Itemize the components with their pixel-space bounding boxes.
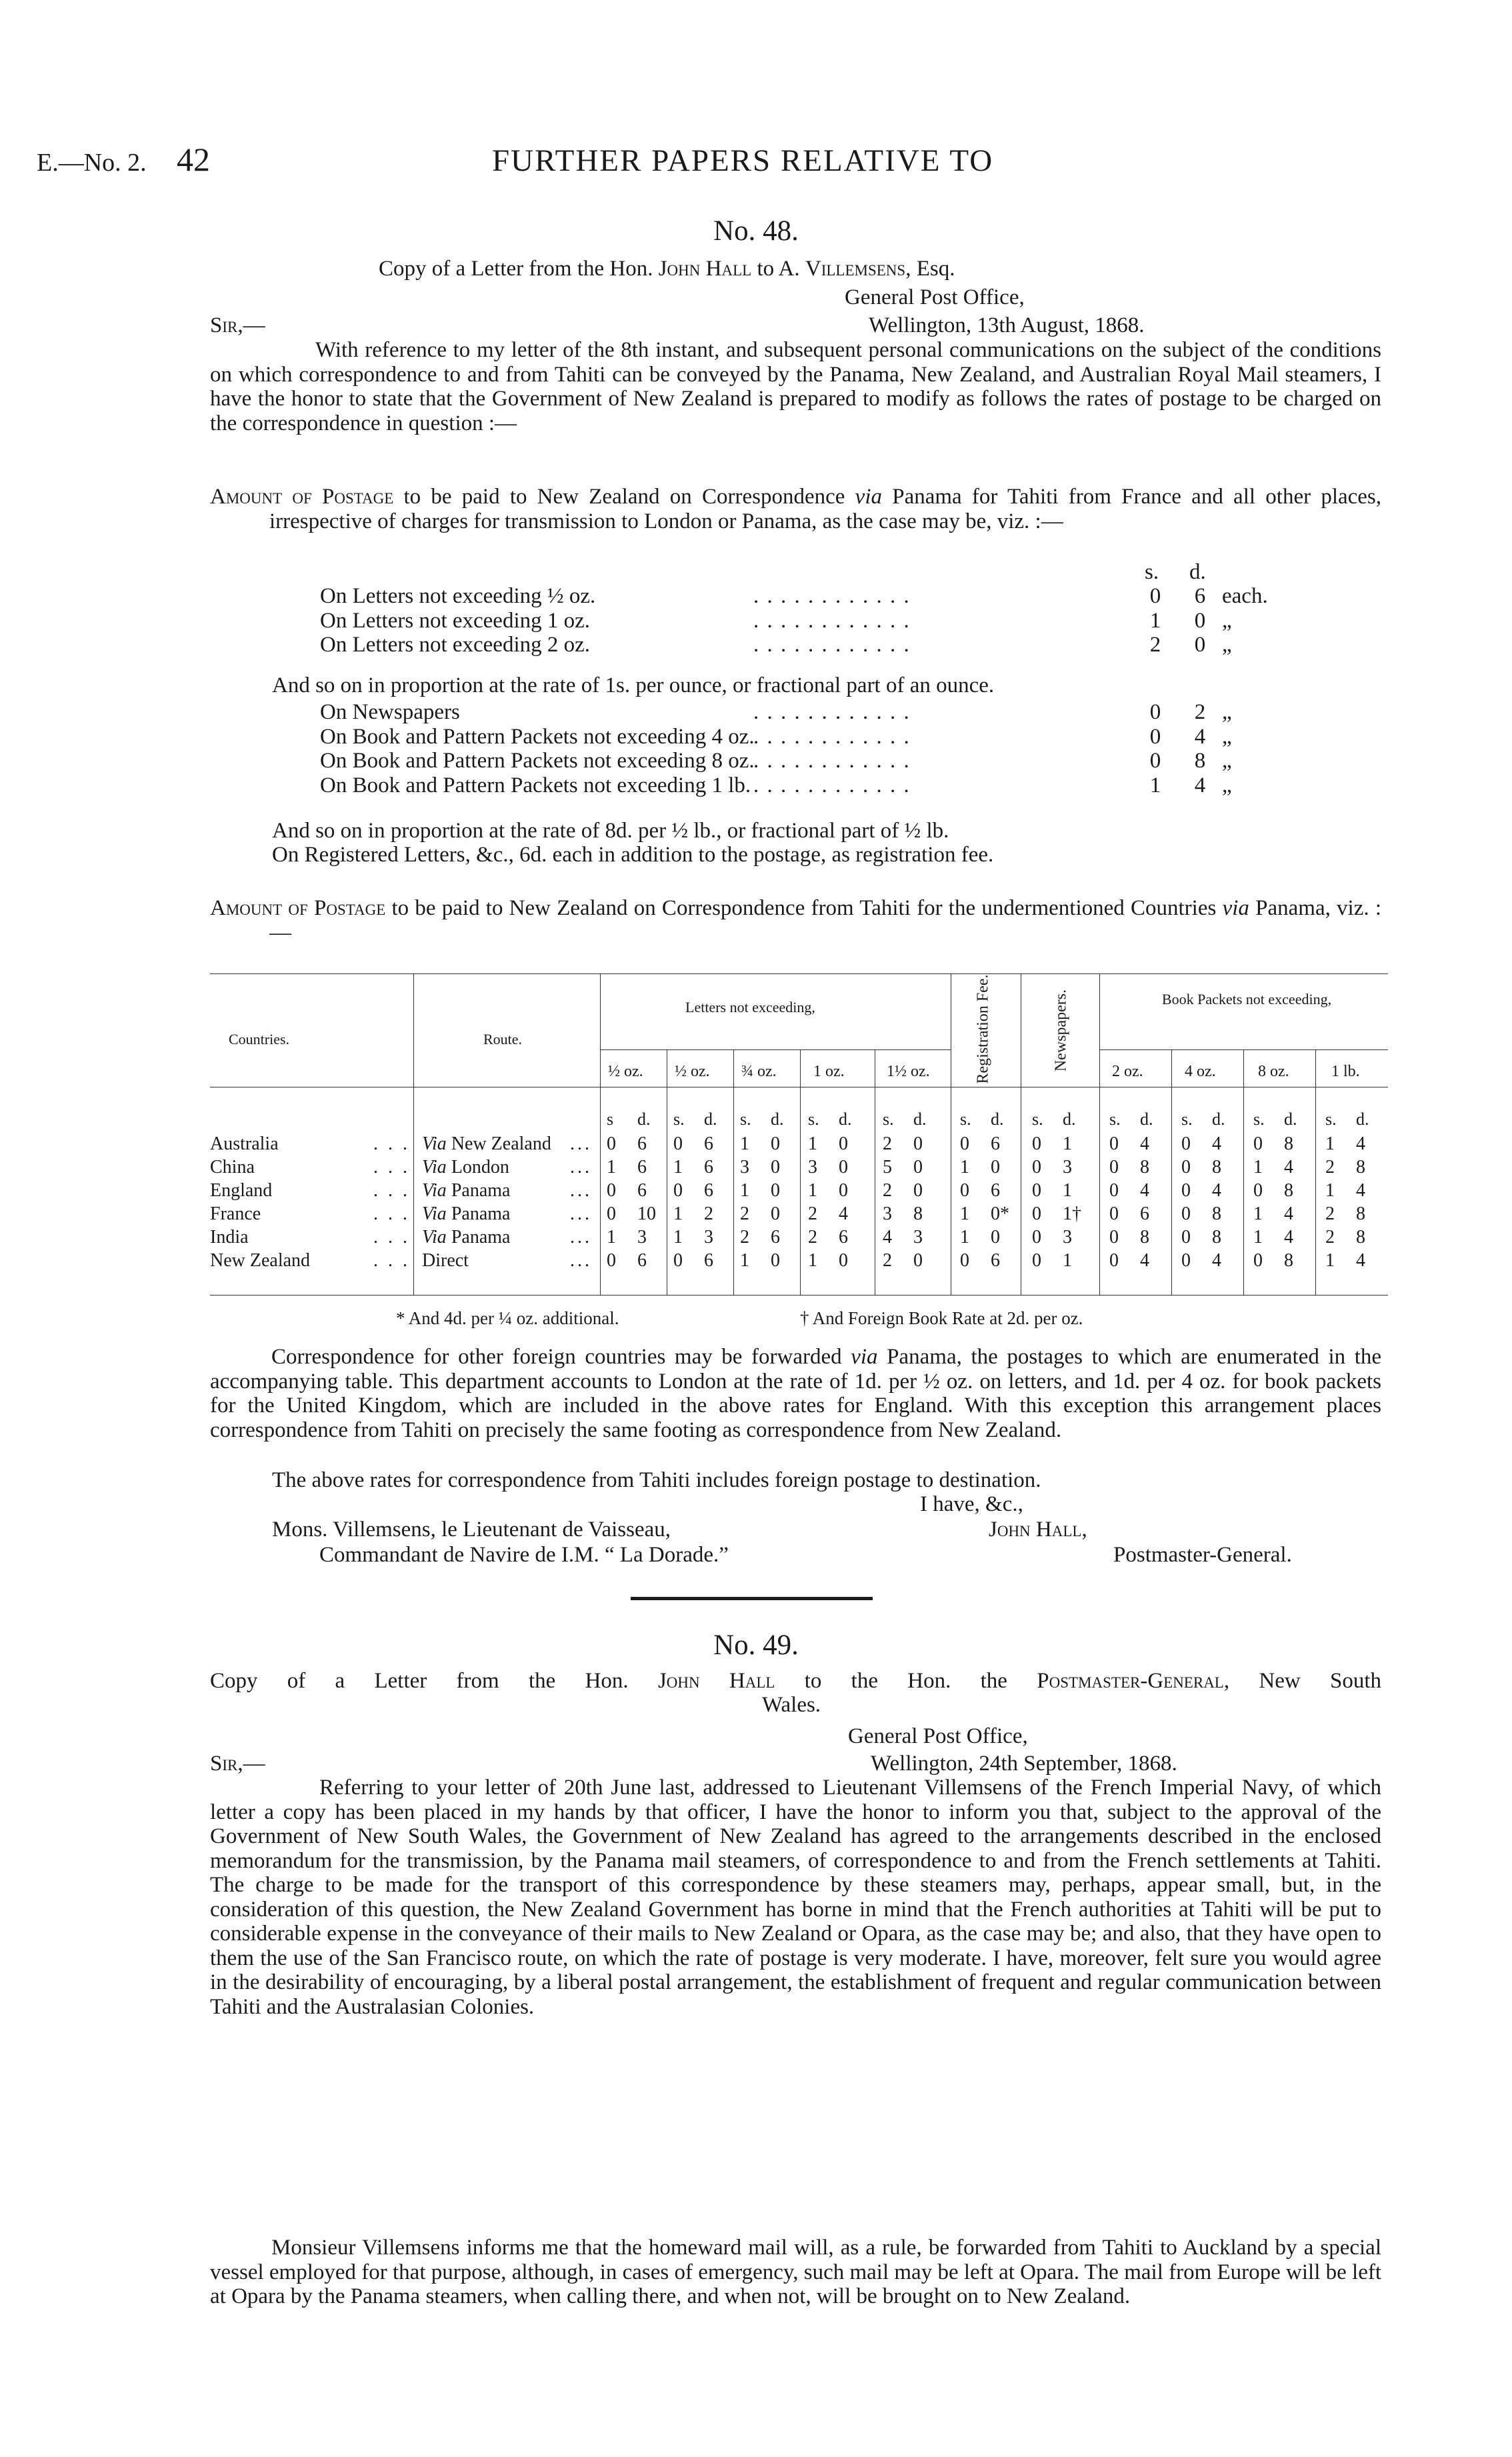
table-cell: 1 <box>1325 1133 1335 1154</box>
table-cell: 2 <box>808 1227 817 1248</box>
table-sd-header: s. <box>883 1109 894 1129</box>
table-cell: 6 <box>771 1227 780 1248</box>
series-label: E.—No. 2. <box>37 149 147 177</box>
table-sd-header: s. <box>740 1109 751 1129</box>
letter49-date: Wellington, 24th September, 1868. <box>871 1752 1177 1776</box>
table-weight-header: 8 oz. <box>1258 1063 1289 1080</box>
rate-row <box>320 633 1320 657</box>
table-route: Direct <box>422 1250 469 1271</box>
table-cell: 3 <box>808 1157 817 1177</box>
table-cell: 6 <box>839 1227 848 1248</box>
table-cell: 1 <box>740 1180 749 1201</box>
table-leader-dots: . . . <box>373 1157 410 1177</box>
table-cell: 0 <box>991 1227 1000 1248</box>
table-cell: 1 <box>1063 1133 1072 1154</box>
table-leader-dots: ... <box>570 1250 592 1271</box>
leader-dots: . . . . . . . . . . . . <box>753 749 911 773</box>
rate-pence: 8 <box>1194 749 1206 773</box>
table-cell: 0 <box>839 1180 848 1201</box>
table-cell: 3 <box>740 1157 749 1177</box>
table-sd-header: s. <box>960 1109 971 1129</box>
table-header-registration: Registration Fee. <box>974 974 992 1084</box>
leader-dots: . . . . . . . . . . . . <box>753 700 911 724</box>
table-cell: 4 <box>883 1227 892 1248</box>
table-cell: 0 <box>1181 1157 1191 1177</box>
table-footnote-2: † And Foreign Book Rate at 2d. per oz. <box>800 1308 1083 1328</box>
table-route: Via Panama <box>422 1180 511 1201</box>
rate-label: On Book and Pattern Packets not exceeding 4 oz. <box>320 724 755 749</box>
rate-suffix: „ <box>1222 633 1232 657</box>
table-cell: 2 <box>1325 1157 1335 1177</box>
table-sd-header: s. <box>1032 1109 1043 1129</box>
amount-of-postage-to-tahiti: Amount of Postage to be paid to New Zealand on Correspondence via Panama for Tahiti from France and all other places, irrespective of charges for transmission to London or Panama, as the case may be, viz. :— <box>210 485 1382 533</box>
table-weight-header: 2 oz. <box>1112 1063 1143 1080</box>
table-leader-dots: . . . <box>373 1203 410 1224</box>
table-cell: 0 <box>1181 1133 1191 1154</box>
table-weight-header: ½ oz. <box>608 1063 643 1080</box>
table-cell: 1 <box>1253 1157 1263 1177</box>
table-cell: 8 <box>913 1203 923 1224</box>
table-cell: 0 <box>1032 1203 1041 1224</box>
table-cell: 0 <box>1253 1250 1263 1271</box>
table-cell: 2 <box>740 1203 749 1224</box>
table-cell: 0 <box>839 1133 848 1154</box>
table-cell: 10 <box>637 1203 656 1224</box>
letter48-paragraph-1: With reference to my letter of the 8th instant, and subsequent personal communications on the subject of the conditions on which correspondence to and from Tahiti can be conveyed by the Panama, New Zealand, and Australian Royal Mail steamers, I have the honor to state that the Government of New Zealand is prepared to modify as follows the rates of postage to be charged on the correspondence in question :— <box>210 338 1381 435</box>
col-header-s: s. <box>1145 560 1159 584</box>
rate-label: On Letters not exceeding 2 oz. <box>320 633 591 657</box>
table-sd-header: s. <box>808 1109 819 1129</box>
leader-dots: . . . . . . . . . . . . <box>753 633 911 657</box>
rate-label: On Letters not exceeding 1 oz. <box>320 608 591 633</box>
table-sd-header: d. <box>839 1109 852 1129</box>
rate-row <box>320 584 1320 608</box>
table-cell: 2 <box>1325 1203 1335 1224</box>
table-cell: 8 <box>1284 1180 1293 1201</box>
table-sd-header: s. <box>1325 1109 1337 1129</box>
table-leader-dots: . . . <box>373 1133 410 1154</box>
proportion-note-1: And so on in proportion at the rate of 1s. per ounce, or fractional part of an ounce. <box>272 673 995 697</box>
rate-row <box>320 609 1320 633</box>
table-sd-header: d. <box>991 1109 1004 1129</box>
letter48-date: Wellington, 13th August, 1868. <box>869 313 1145 337</box>
table-cell: 1 <box>740 1250 749 1271</box>
letter49-heading-line-2: Wales. <box>762 1693 821 1717</box>
rate-pence: 4 <box>1194 773 1206 797</box>
table-cell: 0 <box>1181 1227 1191 1248</box>
table-cell: 0 <box>673 1180 683 1201</box>
table-cell: 2 <box>883 1133 892 1154</box>
table-cell: 0 <box>1109 1227 1119 1248</box>
table-cell: 1 <box>1325 1180 1335 1201</box>
table-column-rule <box>800 1049 801 1295</box>
leader-dots: . . . . . . . . . . . . <box>753 608 911 633</box>
table-cell: 0 <box>1032 1250 1041 1271</box>
table-country: England <box>210 1180 273 1201</box>
table-header-letters: Letters not exceeding, <box>685 999 815 1015</box>
rate-pence: 2 <box>1194 700 1206 724</box>
letter49-paragraph-2: Monsieur Villemsens informs me that the homeward mail will, as a rule, be forwarded from Tahiti to Auckland by a special vessel employed for that purpose, although, in cases of emergency, such mail may be left at Opara. The mail from Europe will be left at Opara by the Panama steamers, when calling there, and when not, will be brought on to New Zealand. <box>210 2236 1382 2308</box>
table-sd-header: s. <box>1109 1109 1121 1129</box>
table-leader-dots: . . . <box>373 1180 410 1201</box>
rate-label: On Book and Pattern Packets not exceeding 1 lb. <box>320 773 751 797</box>
table-cell: 6 <box>1140 1203 1149 1224</box>
table-cell: 0 <box>960 1180 969 1201</box>
table-header-newspapers: Newspapers. <box>1052 989 1070 1072</box>
table-cell: 3 <box>883 1203 892 1224</box>
rate-pence: 0 <box>1194 633 1206 657</box>
rate-row <box>320 700 1320 724</box>
table-cell: 0* <box>991 1203 1009 1224</box>
leader-dots: . . . . . . . . . . . . <box>753 724 911 749</box>
table-cell: 6 <box>637 1157 647 1177</box>
table-cell: 1 <box>1063 1250 1072 1271</box>
table-weight-header: ½ oz. <box>675 1063 710 1080</box>
page-title: FURTHER PAPERS RELATIVE TO <box>492 143 994 178</box>
table-cell: 0 <box>1032 1133 1041 1154</box>
table-column-rule <box>600 973 601 1295</box>
table-cell: 6 <box>991 1250 1000 1271</box>
table-cell: 0 <box>913 1180 923 1201</box>
table-sd-header: d. <box>1063 1109 1076 1129</box>
table-column-rule <box>1315 1049 1316 1295</box>
table-cell: 6 <box>637 1250 647 1271</box>
table-cell: 4 <box>1284 1157 1293 1177</box>
rate-row <box>320 773 1320 797</box>
table-leader-dots: ... <box>570 1203 592 1224</box>
table-cell: 4 <box>1212 1180 1221 1201</box>
table-cell: 0 <box>1181 1250 1191 1271</box>
signer-name: John Hall, <box>989 1518 1087 1542</box>
table-cell: 0 <box>607 1133 616 1154</box>
table-cell: 0 <box>1253 1133 1263 1154</box>
table-cell: 8 <box>1212 1157 1221 1177</box>
table-sd-header: s. <box>1181 1109 1193 1129</box>
table-cell: 0 <box>771 1250 780 1271</box>
table-route: Via London <box>422 1157 509 1177</box>
table-leader-dots: ... <box>570 1157 592 1177</box>
table-cell: 0 <box>607 1180 616 1201</box>
table-sd-header: s. <box>673 1109 685 1129</box>
rate-suffix: „ <box>1222 700 1232 724</box>
table-cell: 3 <box>1063 1227 1072 1248</box>
table-cell: 4 <box>1212 1133 1221 1154</box>
rate-shillings: 0 <box>1149 749 1161 773</box>
table-cell: 6 <box>704 1157 713 1177</box>
letter48-number: No. 48. <box>713 215 799 247</box>
table-cell: 1 <box>740 1133 749 1154</box>
table-cell: 0 <box>991 1157 1000 1177</box>
page-number: 42 <box>177 141 210 178</box>
table-leader-dots: ... <box>570 1180 592 1201</box>
table-country: China <box>210 1157 255 1177</box>
table-cell: 8 <box>1140 1157 1149 1177</box>
letter48-closing: I have, &c., <box>920 1492 1023 1516</box>
table-cell: 3 <box>704 1227 713 1248</box>
letter49-office: General Post Office, <box>848 1724 1028 1748</box>
table-cell: 6 <box>991 1133 1000 1154</box>
leader-dots: . . . . . . . . . . . . <box>753 584 911 608</box>
table-column-rule <box>1099 973 1100 1295</box>
rate-shillings: 0 <box>1149 584 1161 608</box>
table-cell: 0 <box>1109 1157 1119 1177</box>
addressee-line-1: Mons. Villemsens, le Lieutenant de Vaisseau, <box>272 1518 671 1542</box>
table-sd-header: d. <box>913 1109 927 1129</box>
table-column-rule <box>413 973 414 1295</box>
table-sd-header: d. <box>1140 1109 1153 1129</box>
rate-shillings: 1 <box>1149 773 1161 797</box>
table-cell: 0 <box>1109 1203 1119 1224</box>
letter49-salutation: Sir,— <box>210 1752 265 1776</box>
letter49-paragraph-1: Referring to your letter of 20th June last, addressed to Lieutenant Villemsens of the French Imperial Navy, of which letter a copy has been placed in my hands by that officer, I have the honor to inform you that, subject to the approval of the Government of New South Wales, the Government of New Zealand has agreed to the arrangements described in the enclosed memorandum for the transmission, by the Panama mail steamers, of correspondence to and from the French settlements at Tahiti. The charge to be made for the transport of this correspondence by these steamers may, perhaps, appear small, but, in the consideration of this question, the New Zealand Government has borne in mind that the French authorities at Tahiti will be put to considerable expense in the conveyance of their mails to New Zealand or Opara, as the case may be; and also, that they have open to them the use of the San Francisco route, on which the rate of postage is very moderate. I have, moreover, felt sure you would agree in the desirability of encouraging, by a liberal postal arrangement, the establishment of frequent and regular communication between Tahiti and the Australasian Colonies. <box>210 1776 1381 2019</box>
signer-title: Postmaster-General. <box>1113 1543 1292 1567</box>
table-cell: 4 <box>1356 1250 1365 1271</box>
letter49-heading: Copy of a Letter from the Hon. John Hall to the Hon. the Postmaster-General, New South <box>210 1669 1382 1693</box>
table-cell: 2 <box>808 1203 817 1224</box>
amount-of-postage-from-tahiti: Amount of Postage to be paid to New Zealand on Correspondence from Tahiti for the undermentioned Countries via Panama, viz. :— <box>210 896 1382 945</box>
table-cell: 0 <box>1109 1180 1119 1201</box>
letter49-number: No. 49. <box>713 1630 799 1661</box>
table-header-book-packets: Book Packets not exceeding, <box>1161 991 1332 1007</box>
table-cell: 4 <box>839 1203 848 1224</box>
table-rule <box>210 1295 1388 1296</box>
letter48-paragraph-3: The above rates for correspondence from Tahiti includes foreign postage to destination. <box>272 1468 1041 1492</box>
table-cell: 0 <box>771 1157 780 1177</box>
table-sd-header: d. <box>1212 1109 1225 1129</box>
letter48-office: General Post Office, <box>845 285 1025 309</box>
table-country: France <box>210 1203 261 1224</box>
table-cell: 8 <box>1212 1227 1221 1248</box>
table-cell: 1 <box>808 1250 817 1271</box>
table-cell: 0 <box>913 1250 923 1271</box>
table-cell: 4 <box>1140 1133 1149 1154</box>
table-cell: 8 <box>1284 1250 1293 1271</box>
rate-suffix: „ <box>1222 608 1232 633</box>
table-weight-header: 4 oz. <box>1185 1063 1216 1080</box>
table-header-route: Route. <box>483 1031 523 1047</box>
table-cell: 0 <box>1032 1180 1041 1201</box>
registered-letters-note: On Registered Letters, &c., 6d. each in addition to the postage, as registration fee. <box>272 843 994 867</box>
table-cell: 8 <box>1212 1203 1221 1224</box>
table-weight-header: 1½ oz. <box>887 1063 930 1080</box>
table-cell: 0 <box>1181 1203 1191 1224</box>
table-cell: 1 <box>607 1157 616 1177</box>
table-sd-header: d. <box>1284 1109 1297 1129</box>
table-cell: 2 <box>883 1180 892 1201</box>
table-cell: 0 <box>1253 1180 1263 1201</box>
table-header-countries: Countries. <box>229 1031 290 1047</box>
rate-pence: 6 <box>1194 584 1206 608</box>
table-cell: 1 <box>960 1203 969 1224</box>
addressee-line-2: Commandant de Navire de I.M. “ La Dorade.” <box>319 1543 729 1567</box>
rate-suffix: „ <box>1222 749 1232 773</box>
table-cell: 2 <box>704 1203 713 1224</box>
table-sd-header: d. <box>1356 1109 1369 1129</box>
table-cell: 0 <box>1109 1133 1119 1154</box>
table-cell: 0 <box>913 1157 923 1177</box>
table-route: Via Panama <box>422 1203 511 1224</box>
table-route: Via Panama <box>422 1227 511 1248</box>
table-cell: 2 <box>883 1250 892 1271</box>
table-cell: 4 <box>1140 1180 1149 1201</box>
table-footnote-1: * And 4d. per ¼ oz. additional. <box>396 1308 619 1328</box>
table-cell: 1 <box>960 1157 969 1177</box>
table-leader-dots: ... <box>570 1133 592 1154</box>
table-cell: 6 <box>991 1180 1000 1201</box>
table-cell: 6 <box>637 1180 647 1201</box>
table-leader-dots: . . . <box>373 1227 410 1248</box>
rate-label: On Letters not exceeding ½ oz. <box>320 584 596 608</box>
table-cell: 6 <box>704 1250 713 1271</box>
table-cell: 8 <box>1356 1203 1365 1224</box>
rate-row <box>320 749 1320 773</box>
table-cell: 4 <box>1212 1250 1221 1271</box>
table-sd-header: s. <box>1253 1109 1265 1129</box>
rate-suffix: each. <box>1222 584 1268 608</box>
table-cell: 4 <box>1140 1250 1149 1271</box>
table-leader-dots: . . . <box>373 1250 410 1271</box>
table-cell: 4 <box>1356 1180 1365 1201</box>
table-cell: 3 <box>1063 1157 1072 1177</box>
table-cell: 1 <box>673 1157 683 1177</box>
table-column-rule <box>733 1049 734 1295</box>
table-cell: 8 <box>1284 1133 1293 1154</box>
table-weight-header: 1 oz. <box>813 1063 845 1080</box>
table-cell: 5 <box>883 1157 892 1177</box>
table-cell: 0 <box>960 1250 969 1271</box>
table-cell: 0 <box>960 1133 969 1154</box>
table-cell: 6 <box>704 1133 713 1154</box>
rate-shillings: 0 <box>1149 724 1161 749</box>
table-rule <box>600 1049 951 1050</box>
col-header-d: d. <box>1189 560 1206 584</box>
table-sd-header: d. <box>771 1109 784 1129</box>
table-column-rule <box>1171 1049 1172 1295</box>
table-cell: 3 <box>637 1227 647 1248</box>
table-weight-header: ¾ oz. <box>741 1063 777 1080</box>
table-cell: 0 <box>1109 1250 1119 1271</box>
table-cell: 1 <box>1063 1180 1072 1201</box>
table-cell: 1 <box>1253 1227 1263 1248</box>
rate-pence: 0 <box>1194 608 1206 633</box>
table-cell: 0 <box>673 1133 683 1154</box>
proportion-note-2: And so on in proportion at the rate of 8d. per ½ lb., or fractional part of ½ lb. <box>272 819 949 843</box>
table-cell: 0 <box>839 1157 848 1177</box>
table-route: Via New Zealand <box>422 1133 551 1154</box>
table-cell: 1 <box>607 1227 616 1248</box>
table-cell: 2 <box>1325 1227 1335 1248</box>
table-cell: 0 <box>839 1250 848 1271</box>
section-divider <box>631 1597 873 1600</box>
rate-shillings: 0 <box>1149 700 1161 724</box>
table-country: India <box>210 1227 249 1248</box>
rate-row <box>320 725 1320 749</box>
table-cell: 2 <box>740 1227 749 1248</box>
table-sd-header: s <box>607 1109 614 1129</box>
table-leader-dots: ... <box>570 1227 592 1248</box>
table-cell: 0 <box>607 1203 616 1224</box>
table-cell: 0 <box>913 1133 923 1154</box>
letter48-heading: Copy of a Letter from the Hon. John Hall to A. Villemsens, Esq. <box>379 257 955 281</box>
table-cell: 0 <box>1181 1180 1191 1201</box>
leader-dots: . . . . . . . . . . . . <box>753 773 911 797</box>
letter48-paragraph-2: Correspondence for other foreign countries may be forwarded via Panama, the postages to which are enumerated in the accompanying table. This department accounts to London at the rate of 1d. per ½ oz. on letters, and 1d. per 4 oz. for book packets for the United Kingdom, which are included in the above rates for England. With this exception this arrangement places correspondence from Tahiti on precisely the same footing as correspondence from New Zealand. <box>210 1345 1382 1442</box>
table-cell: 6 <box>704 1180 713 1201</box>
table-country: Australia <box>210 1133 279 1154</box>
table-cell: 1 <box>673 1203 683 1224</box>
letter48-salutation: Sir,— <box>210 313 265 337</box>
table-cell: 0 <box>1032 1157 1041 1177</box>
table-cell: 1 <box>673 1227 683 1248</box>
table-sd-header: d. <box>704 1109 717 1129</box>
table-cell: 8 <box>1140 1227 1149 1248</box>
table-cell: 8 <box>1356 1157 1365 1177</box>
table-cell: 1 <box>808 1133 817 1154</box>
table-cell: 3 <box>913 1227 923 1248</box>
table-column-rule <box>1243 1049 1244 1295</box>
rate-pence: 4 <box>1194 724 1206 749</box>
table-weight-header: 1 lb. <box>1331 1063 1360 1080</box>
rate-suffix: „ <box>1222 724 1232 749</box>
table-rule <box>210 973 1388 974</box>
table-cell: 0 <box>607 1250 616 1271</box>
table-cell: 1 <box>808 1180 817 1201</box>
rate-suffix: „ <box>1222 773 1232 797</box>
rate-label: On Book and Pattern Packets not exceeding 8 oz. <box>320 749 755 773</box>
table-cell: 0 <box>771 1133 780 1154</box>
table-cell: 4 <box>1284 1227 1293 1248</box>
table-cell: 6 <box>637 1133 647 1154</box>
table-cell: 4 <box>1356 1133 1365 1154</box>
rate-shillings: 2 <box>1149 633 1161 657</box>
table-cell: 1 <box>1253 1203 1263 1224</box>
rate-label: On Newspapers <box>320 700 460 724</box>
table-cell: 0 <box>771 1180 780 1201</box>
table-cell: 0 <box>771 1203 780 1224</box>
table-cell: 4 <box>1284 1203 1293 1224</box>
table-cell: 1† <box>1063 1203 1081 1224</box>
table-cell: 0 <box>673 1250 683 1271</box>
table-country: New Zealand <box>210 1250 311 1271</box>
rate-shillings: 1 <box>1149 608 1161 633</box>
table-sd-header: d. <box>637 1109 651 1129</box>
table-cell: 1 <box>960 1227 969 1248</box>
table-cell: 8 <box>1356 1227 1365 1248</box>
table-cell: 1 <box>1325 1250 1335 1271</box>
table-cell: 0 <box>1032 1227 1041 1248</box>
